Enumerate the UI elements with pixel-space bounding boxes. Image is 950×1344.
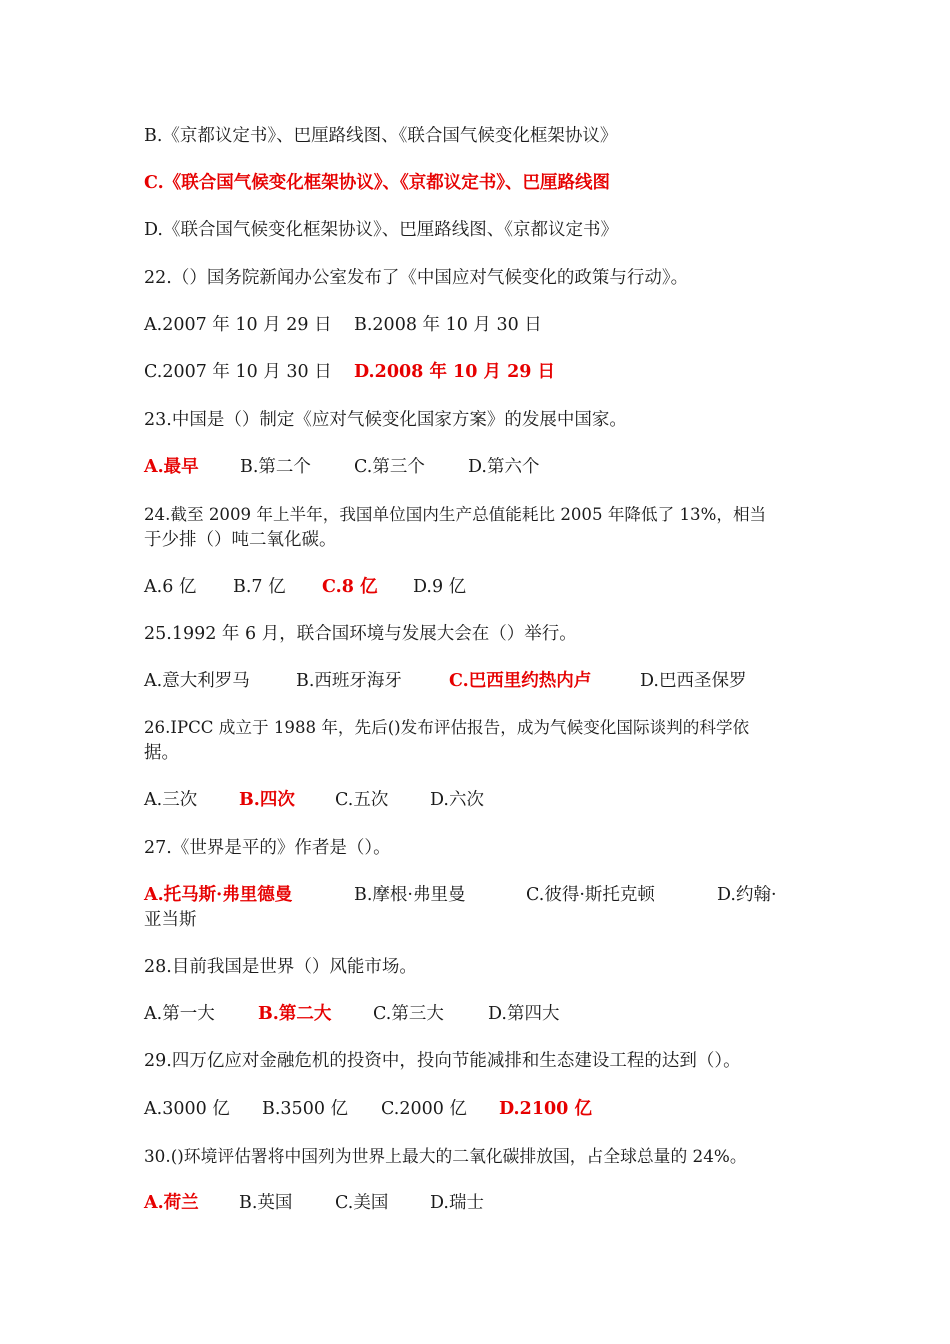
q24-option-a: A.6 亿: [144, 577, 197, 597]
q24-option-c-correct: C.8 亿: [322, 577, 378, 597]
q23-option-d: D.第六个: [468, 457, 540, 477]
q21-option-d: D.《联合国气候变化框架协议》、巴厘路线图、《京都议定书》: [144, 220, 618, 240]
q27-option-a-correct: A.托马斯·弗里德曼: [144, 885, 293, 905]
q23-question: 23.中国是（）制定《应对气候变化国家方案》的发展中国家。: [144, 410, 627, 430]
q25-option-c-correct: C.巴西里约热内卢: [449, 671, 592, 691]
q30-option-b: B.英国: [239, 1193, 293, 1213]
q23-option-a-correct: A.最早: [144, 457, 199, 477]
q30-question: 30.()环境评估署将中国列为世界上最大的二氧化碳排放国，占全球总量的 24%。: [144, 1146, 747, 1166]
q27-option-d-continued: 亚当斯: [144, 910, 197, 930]
q22-question: 22.（）国务院新闻办公室发布了《中国应对气候变化的政策与行动》。: [144, 268, 689, 288]
q21-option-b: B.《京都议定书》、巴厘路线图、《联合国气候变化框架协议》: [144, 126, 618, 146]
q22-option-d-correct: D.2008 年 10 月 29 日: [354, 362, 556, 382]
q22-option-a: A.2007 年 10 月 29 日: [144, 315, 332, 335]
q28-options: [144, 1002, 816, 1026]
q28-option-a: A.第一大: [144, 1004, 215, 1024]
q26-option-d: D.六次: [430, 790, 484, 810]
q23-options: [144, 455, 816, 479]
q26-question-line2: 据。: [144, 743, 179, 763]
q30-options: [144, 1191, 816, 1215]
q29-option-d-correct: D.2100 亿: [499, 1099, 592, 1119]
q25-question: 25.1992 年 6 月，联合国环境与发展大会在（）举行。: [144, 624, 577, 644]
q30-option-c: C.美国: [335, 1193, 389, 1213]
q25-option-b: B.西班牙海牙: [296, 671, 402, 691]
q26-option-c: C.五次: [335, 790, 389, 810]
q25-options: [144, 669, 816, 693]
q21-option-c-correct: C.《联合国气候变化框架协议》、《京都议定书》、巴厘路线图: [144, 173, 610, 193]
q26-option-a: A.三次: [144, 790, 198, 810]
q27-option-c: C.彼得·斯托克顿: [526, 885, 655, 905]
q30-option-d: D.瑞士: [430, 1193, 484, 1213]
q26-option-b-correct: B.四次: [239, 790, 295, 810]
q24-question-line1: 24.截至 2009 年上半年，我国单位国内生产总值能耗比 2005 年降低了 13%，相当: [144, 505, 767, 524]
q27-option-d: D.约翰·: [717, 885, 777, 905]
q27-option-b: B.摩根·弗里曼: [354, 885, 466, 905]
q22-option-c: C.2007 年 10 月 30 日: [144, 362, 332, 382]
q26-options: [144, 788, 816, 812]
q25-option-d: D.巴西圣保罗: [640, 671, 747, 691]
q29-options: [144, 1097, 816, 1121]
q30-option-a-correct: A.荷兰: [144, 1193, 199, 1213]
q24-options: [144, 575, 816, 599]
q26-question-line1: 26.IPCC 成立于 1988 年，先后()发布评估报告，成为气候变化国际谈判的科学依: [144, 718, 750, 737]
q28-option-c: C.第三大: [373, 1004, 444, 1024]
q22-options-row2: [144, 360, 816, 384]
q29-option-c: C.2000 亿: [381, 1099, 467, 1119]
q28-option-d: D.第四大: [488, 1004, 560, 1024]
q28-question: 28.目前我国是世界（）风能市场。: [144, 957, 417, 977]
q25-option-a: A.意大利罗马: [144, 671, 250, 691]
q22-options-row1: [144, 313, 816, 337]
q29-question: 29.四万亿应对金融危机的投资中，投向节能减排和生态建设工程的达到（）。: [144, 1051, 741, 1071]
q24-question-line2: 于少排（）吨二氧化碳。: [144, 530, 337, 550]
q24-option-b: B.7 亿: [233, 577, 286, 597]
q28-option-b-correct: B.第二大: [258, 1004, 332, 1024]
q23-option-c: C.第三个: [354, 457, 425, 477]
q29-option-a: A.3000 亿: [144, 1099, 230, 1119]
q27-question: 27.《世界是平的》作者是（）。: [144, 838, 391, 858]
q23-option-b: B.第二个: [240, 457, 311, 477]
q22-option-b: B.2008 年 10 月 30 日: [354, 315, 542, 335]
q27-options: [144, 883, 816, 907]
q29-option-b: B.3500 亿: [262, 1099, 349, 1119]
q24-option-d: D.9 亿: [413, 577, 467, 597]
